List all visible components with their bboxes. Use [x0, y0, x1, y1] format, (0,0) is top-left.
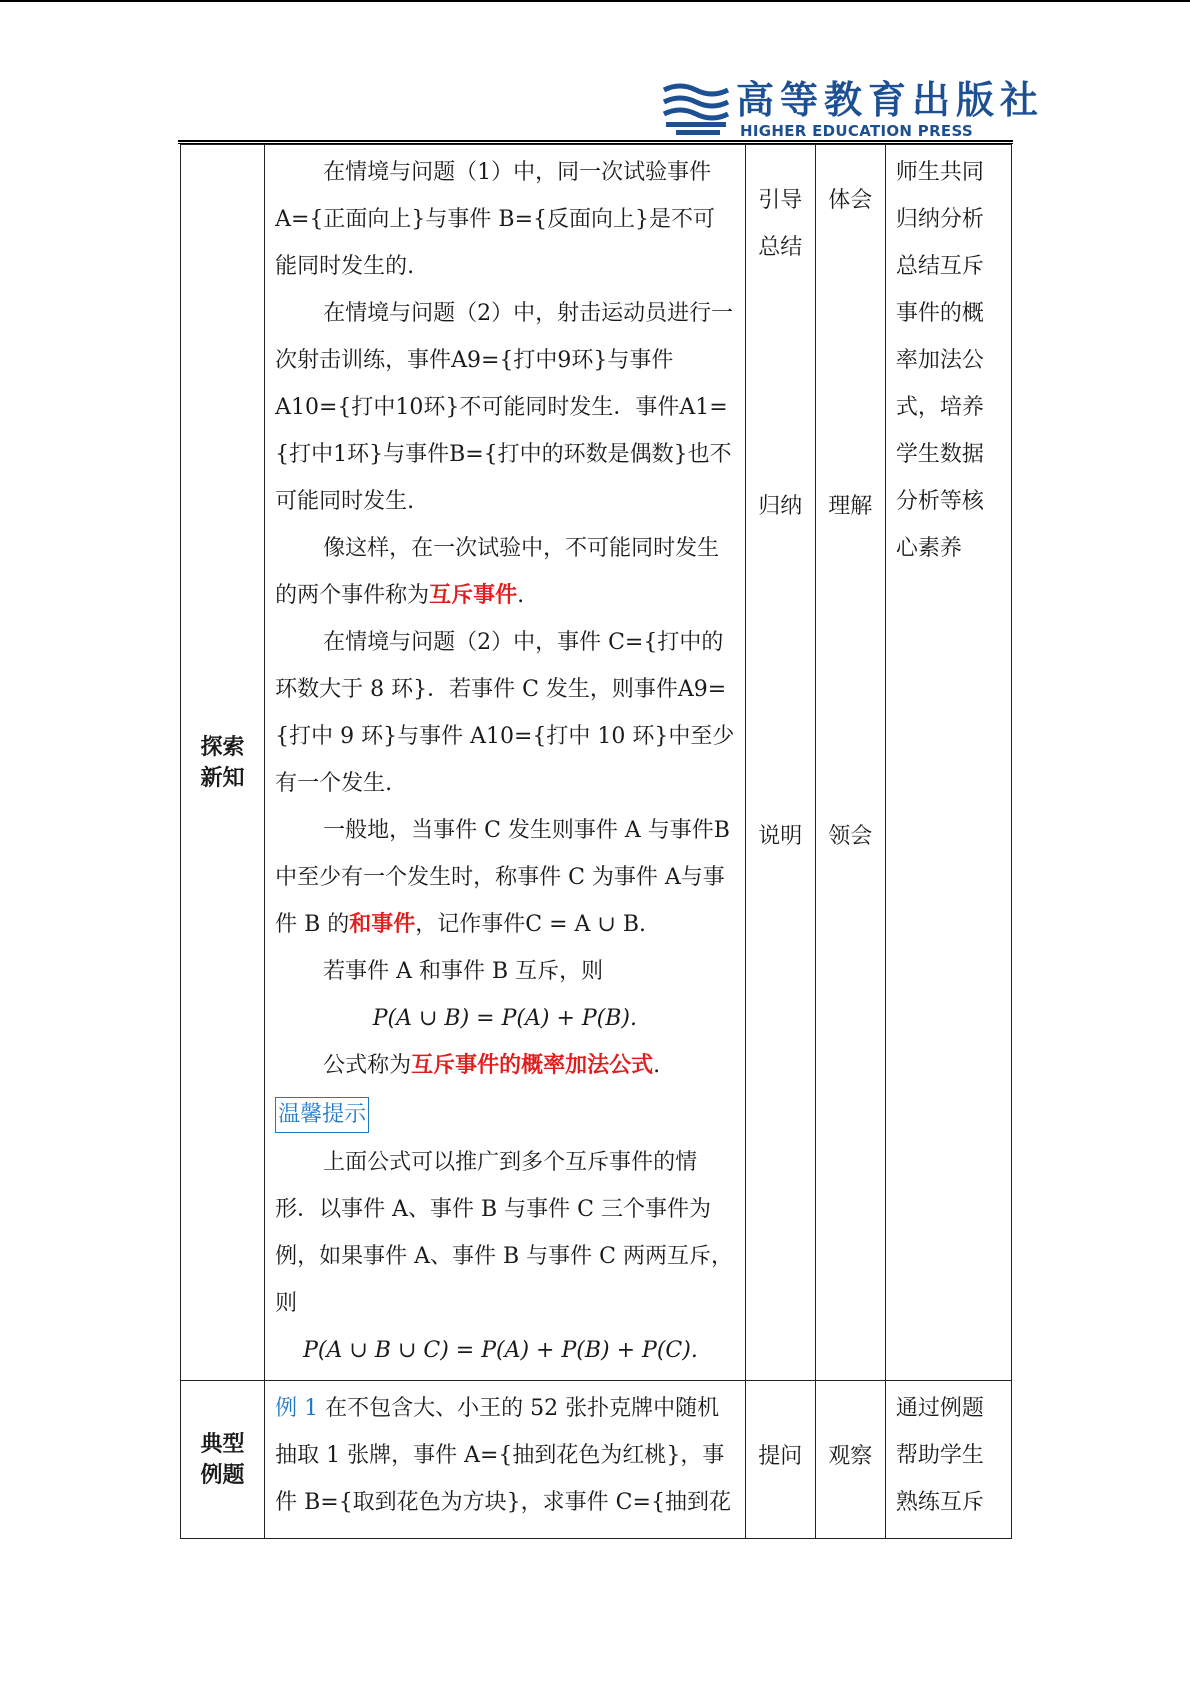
paragraph: 在情境与问题（2）中，事件 C={打中的环数大于 8 环}．若事件 C 发生，则事件A9={打中 9 环}与事件 A10={打中 10 环}中至少有一个发生. [275, 630, 735, 796]
example-label: 例 1 [275, 1396, 319, 1421]
waves-logo-icon [660, 82, 732, 138]
student-activity: 体会 [828, 188, 873, 213]
teacher-activity-cell [745, 1381, 815, 1539]
teacher-activity-cell [745, 145, 815, 1381]
teacher-activity: 引导 [758, 188, 803, 213]
phase-label: 探索新知 [181, 145, 265, 1381]
term-mutually-exclusive: 互斥事件 [429, 583, 518, 608]
content-cell [265, 1381, 746, 1539]
teacher-activity: 说明 [758, 824, 803, 849]
publisher-name-cn: 高等教育出版社 [736, 77, 1045, 122]
design-intent: 通过例题帮助学生熟练互斥 [895, 1396, 984, 1515]
student-activity: 观察 [828, 1444, 873, 1469]
teacher-activity: 归纳 [758, 494, 803, 519]
tip-badge: 温馨提示 [275, 1097, 369, 1133]
paragraph: 一般地，当事件 C 发生则事件 A 与事件B 中至少有一个发生时，称事件 C 为事件 A与事件 B 的和事件，记作事件C = A ∪ B. [275, 818, 730, 937]
design-intent-cell [885, 1381, 1011, 1539]
paragraph: 在情境与问题（2）中，射击运动员进行一次射击训练，事件A9={打中9环}与事件A10={打中10环}不可能同时发生．事件A1={打中1环}与事件B={打中的环数是偶数}也不可能同时发生. [275, 301, 734, 514]
paragraph: 公式称为互斥事件的概率加法公式. [323, 1053, 661, 1078]
teacher-activity: 提问 [758, 1444, 803, 1469]
lesson-table [180, 144, 1012, 1539]
term-addition-formula: 互斥事件的概率加法公式 [411, 1053, 654, 1078]
table-row-explore [181, 145, 1012, 1381]
formula-three-events: P(A ∪ B ∪ C) = P(A) + P(B) + P(C). [303, 1338, 698, 1363]
table-row-example [181, 1381, 1012, 1539]
phase-label: 典型例题 [181, 1381, 265, 1539]
student-activity: 理解 [828, 494, 873, 519]
tip-row [275, 1089, 735, 1139]
paragraph: 像这样，在一次试验中，不可能同时发生的两个事件称为互斥事件. [275, 536, 720, 608]
top-border [0, 0, 1190, 2]
example-paragraph: 例 1 在不包含大、小王的 52 张扑克牌中随机抽取 1 张牌，事件 A={抽到花色为红桃}，事件 B={取到花色为方块}，求事件 C={抽到花 [275, 1396, 731, 1515]
student-activity-cell [815, 1381, 885, 1539]
header-rule [178, 140, 1013, 142]
teacher-activity: 总结 [758, 235, 803, 260]
paragraph: 若事件 A 和事件 B 互斥，则 [323, 959, 604, 984]
term-union-event: 和事件 [349, 912, 416, 937]
design-intent-cell [885, 145, 1011, 1381]
design-intent: 师生共同归纳分析总结互斥事件的概率加法公式，培养学生数据分析等核心素养 [895, 160, 984, 561]
paragraph: 在情境与问题（1）中，同一次试验事件A={正面向上}与事件 B={反面向上}是不可能同时发生的. [275, 160, 715, 279]
student-activity-cell [815, 145, 885, 1381]
publisher-logo [660, 77, 1045, 140]
content-cell [265, 145, 746, 1381]
publisher-name-en: HIGHER EDUCATION PRESS [740, 122, 974, 140]
student-activity: 领会 [828, 824, 873, 849]
paragraph: 上面公式可以推广到多个互斥事件的情形．以事件 A、事件 B 与事件 C 三个事件为例，如果事件 A、事件 B 与事件 C 两两互斥，则 [275, 1150, 733, 1316]
formula-addition: P(A ∪ B) = P(A) + P(B). [372, 1006, 638, 1031]
